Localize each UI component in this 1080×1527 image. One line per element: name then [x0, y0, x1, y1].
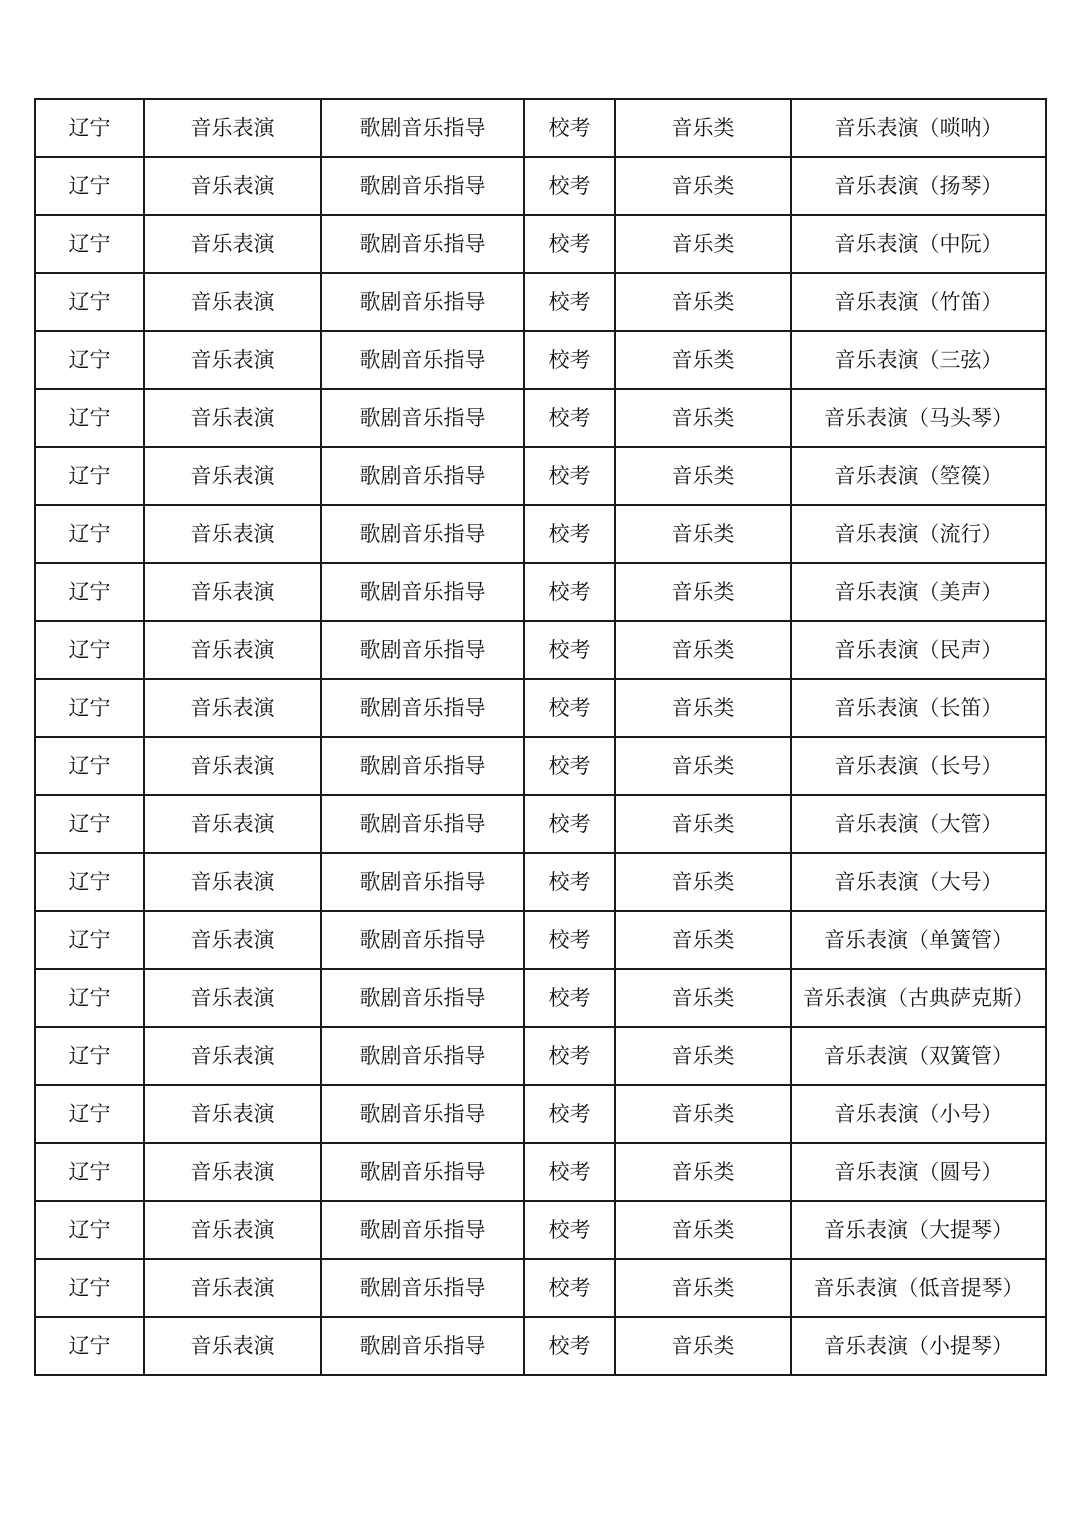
exam-type-cell: 校考 — [524, 1027, 615, 1085]
specialty-cell: 音乐表演（低音提琴） — [791, 1259, 1046, 1317]
category-cell: 音乐类 — [615, 447, 791, 505]
major-cell: 音乐表演 — [144, 737, 321, 795]
table-row — [35, 853, 1046, 911]
exam-type-cell: 校考 — [524, 1143, 615, 1201]
direction-cell: 歌剧音乐指导 — [321, 99, 524, 157]
province-cell: 辽宁 — [35, 389, 144, 447]
table-row — [35, 505, 1046, 563]
exam-type-cell: 校考 — [524, 215, 615, 273]
direction-cell: 歌剧音乐指导 — [321, 447, 524, 505]
table-row — [35, 563, 1046, 621]
specialty-cell: 音乐表演（美声） — [791, 563, 1046, 621]
exam-type-cell: 校考 — [524, 99, 615, 157]
province-cell: 辽宁 — [35, 911, 144, 969]
exam-type-cell: 校考 — [524, 331, 615, 389]
exam-type-cell: 校考 — [524, 969, 615, 1027]
specialty-cell: 音乐表演（竹笛） — [791, 273, 1046, 331]
province-cell: 辽宁 — [35, 331, 144, 389]
major-cell: 音乐表演 — [144, 389, 321, 447]
direction-cell: 歌剧音乐指导 — [321, 1201, 524, 1259]
category-cell: 音乐类 — [615, 1027, 791, 1085]
table-row — [35, 679, 1046, 737]
specialty-cell: 音乐表演（大提琴） — [791, 1201, 1046, 1259]
category-cell: 音乐类 — [615, 911, 791, 969]
table-row — [35, 621, 1046, 679]
category-cell: 音乐类 — [615, 795, 791, 853]
specialty-cell: 音乐表演（箜篌） — [791, 447, 1046, 505]
specialty-cell: 音乐表演（大管） — [791, 795, 1046, 853]
table-row — [35, 1259, 1046, 1317]
exam-type-cell: 校考 — [524, 1085, 615, 1143]
major-cell: 音乐表演 — [144, 1027, 321, 1085]
table-row — [35, 1027, 1046, 1085]
table-row — [35, 1317, 1046, 1375]
table-row — [35, 99, 1046, 157]
category-cell: 音乐类 — [615, 563, 791, 621]
direction-cell: 歌剧音乐指导 — [321, 679, 524, 737]
major-cell: 音乐表演 — [144, 273, 321, 331]
category-cell: 音乐类 — [615, 1143, 791, 1201]
category-cell: 音乐类 — [615, 679, 791, 737]
province-cell: 辽宁 — [35, 1085, 144, 1143]
direction-cell: 歌剧音乐指导 — [321, 389, 524, 447]
direction-cell: 歌剧音乐指导 — [321, 331, 524, 389]
specialty-cell: 音乐表演（扬琴） — [791, 157, 1046, 215]
category-cell: 音乐类 — [615, 331, 791, 389]
major-cell: 音乐表演 — [144, 1201, 321, 1259]
direction-cell: 歌剧音乐指导 — [321, 1085, 524, 1143]
major-cell: 音乐表演 — [144, 157, 321, 215]
direction-cell: 歌剧音乐指导 — [321, 737, 524, 795]
category-cell: 音乐类 — [615, 157, 791, 215]
specialty-cell: 音乐表演（小提琴） — [791, 1317, 1046, 1375]
table-row — [35, 1143, 1046, 1201]
exam-type-cell: 校考 — [524, 157, 615, 215]
specialty-cell: 音乐表演（唢呐） — [791, 99, 1046, 157]
category-cell: 音乐类 — [615, 505, 791, 563]
province-cell: 辽宁 — [35, 157, 144, 215]
major-cell: 音乐表演 — [144, 99, 321, 157]
major-cell: 音乐表演 — [144, 1317, 321, 1375]
specialty-cell: 音乐表演（民声） — [791, 621, 1046, 679]
specialty-cell: 音乐表演（单簧管） — [791, 911, 1046, 969]
table-row — [35, 969, 1046, 1027]
table-row — [35, 737, 1046, 795]
category-cell: 音乐类 — [615, 853, 791, 911]
province-cell: 辽宁 — [35, 1317, 144, 1375]
exam-type-cell: 校考 — [524, 1317, 615, 1375]
province-cell: 辽宁 — [35, 273, 144, 331]
province-cell: 辽宁 — [35, 1259, 144, 1317]
category-cell: 音乐类 — [615, 1085, 791, 1143]
direction-cell: 歌剧音乐指导 — [321, 795, 524, 853]
direction-cell: 歌剧音乐指导 — [321, 1027, 524, 1085]
province-cell: 辽宁 — [35, 215, 144, 273]
specialty-cell: 音乐表演（流行） — [791, 505, 1046, 563]
major-cell: 音乐表演 — [144, 1085, 321, 1143]
province-cell: 辽宁 — [35, 1201, 144, 1259]
specialty-cell: 音乐表演（小号） — [791, 1085, 1046, 1143]
category-cell: 音乐类 — [615, 1201, 791, 1259]
major-cell: 音乐表演 — [144, 1143, 321, 1201]
major-cell: 音乐表演 — [144, 215, 321, 273]
exam-type-cell: 校考 — [524, 679, 615, 737]
direction-cell: 歌剧音乐指导 — [321, 969, 524, 1027]
major-cell: 音乐表演 — [144, 331, 321, 389]
direction-cell: 歌剧音乐指导 — [321, 157, 524, 215]
exam-type-cell: 校考 — [524, 505, 615, 563]
major-cell: 音乐表演 — [144, 447, 321, 505]
direction-cell: 歌剧音乐指导 — [321, 563, 524, 621]
specialty-cell: 音乐表演（马头琴） — [791, 389, 1046, 447]
table-row — [35, 1085, 1046, 1143]
specialty-cell: 音乐表演（中阮） — [791, 215, 1046, 273]
major-cell: 音乐表演 — [144, 563, 321, 621]
category-cell: 音乐类 — [615, 737, 791, 795]
province-cell: 辽宁 — [35, 969, 144, 1027]
province-cell: 辽宁 — [35, 1143, 144, 1201]
direction-cell: 歌剧音乐指导 — [321, 911, 524, 969]
table-row — [35, 389, 1046, 447]
direction-cell: 歌剧音乐指导 — [321, 1317, 524, 1375]
category-cell: 音乐类 — [615, 1317, 791, 1375]
exam-type-cell: 校考 — [524, 447, 615, 505]
specialty-cell: 音乐表演（古典萨克斯） — [791, 969, 1046, 1027]
category-cell: 音乐类 — [615, 621, 791, 679]
province-cell: 辽宁 — [35, 505, 144, 563]
table-row — [35, 273, 1046, 331]
table-row — [35, 795, 1046, 853]
province-cell: 辽宁 — [35, 853, 144, 911]
category-cell: 音乐类 — [615, 99, 791, 157]
province-cell: 辽宁 — [35, 679, 144, 737]
province-cell: 辽宁 — [35, 447, 144, 505]
admissions-table — [34, 98, 1047, 1376]
exam-type-cell: 校考 — [524, 1201, 615, 1259]
major-cell: 音乐表演 — [144, 505, 321, 563]
major-cell: 音乐表演 — [144, 911, 321, 969]
exam-type-cell: 校考 — [524, 1259, 615, 1317]
direction-cell: 歌剧音乐指导 — [321, 505, 524, 563]
exam-type-cell: 校考 — [524, 737, 615, 795]
province-cell: 辽宁 — [35, 563, 144, 621]
category-cell: 音乐类 — [615, 273, 791, 331]
table-row — [35, 215, 1046, 273]
province-cell: 辽宁 — [35, 737, 144, 795]
direction-cell: 歌剧音乐指导 — [321, 273, 524, 331]
category-cell: 音乐类 — [615, 215, 791, 273]
exam-type-cell: 校考 — [524, 563, 615, 621]
major-cell: 音乐表演 — [144, 621, 321, 679]
province-cell: 辽宁 — [35, 99, 144, 157]
major-cell: 音乐表演 — [144, 1259, 321, 1317]
specialty-cell: 音乐表演（圆号） — [791, 1143, 1046, 1201]
table-body — [35, 99, 1046, 1375]
specialty-cell: 音乐表演（大号） — [791, 853, 1046, 911]
table-row — [35, 157, 1046, 215]
major-cell: 音乐表演 — [144, 969, 321, 1027]
province-cell: 辽宁 — [35, 795, 144, 853]
table-row — [35, 447, 1046, 505]
specialty-cell: 音乐表演（三弦） — [791, 331, 1046, 389]
province-cell: 辽宁 — [35, 621, 144, 679]
table-row — [35, 911, 1046, 969]
table-row — [35, 331, 1046, 389]
major-cell: 音乐表演 — [144, 853, 321, 911]
exam-type-cell: 校考 — [524, 389, 615, 447]
exam-type-cell: 校考 — [524, 273, 615, 331]
direction-cell: 歌剧音乐指导 — [321, 621, 524, 679]
exam-type-cell: 校考 — [524, 911, 615, 969]
category-cell: 音乐类 — [615, 389, 791, 447]
exam-type-cell: 校考 — [524, 853, 615, 911]
direction-cell: 歌剧音乐指导 — [321, 1143, 524, 1201]
exam-type-cell: 校考 — [524, 621, 615, 679]
direction-cell: 歌剧音乐指导 — [321, 853, 524, 911]
major-cell: 音乐表演 — [144, 795, 321, 853]
category-cell: 音乐类 — [615, 969, 791, 1027]
direction-cell: 歌剧音乐指导 — [321, 215, 524, 273]
direction-cell: 歌剧音乐指导 — [321, 1259, 524, 1317]
category-cell: 音乐类 — [615, 1259, 791, 1317]
major-cell: 音乐表演 — [144, 679, 321, 737]
specialty-cell: 音乐表演（长笛） — [791, 679, 1046, 737]
specialty-cell: 音乐表演（长号） — [791, 737, 1046, 795]
specialty-cell: 音乐表演（双簧管） — [791, 1027, 1046, 1085]
province-cell: 辽宁 — [35, 1027, 144, 1085]
table-row — [35, 1201, 1046, 1259]
exam-type-cell: 校考 — [524, 795, 615, 853]
